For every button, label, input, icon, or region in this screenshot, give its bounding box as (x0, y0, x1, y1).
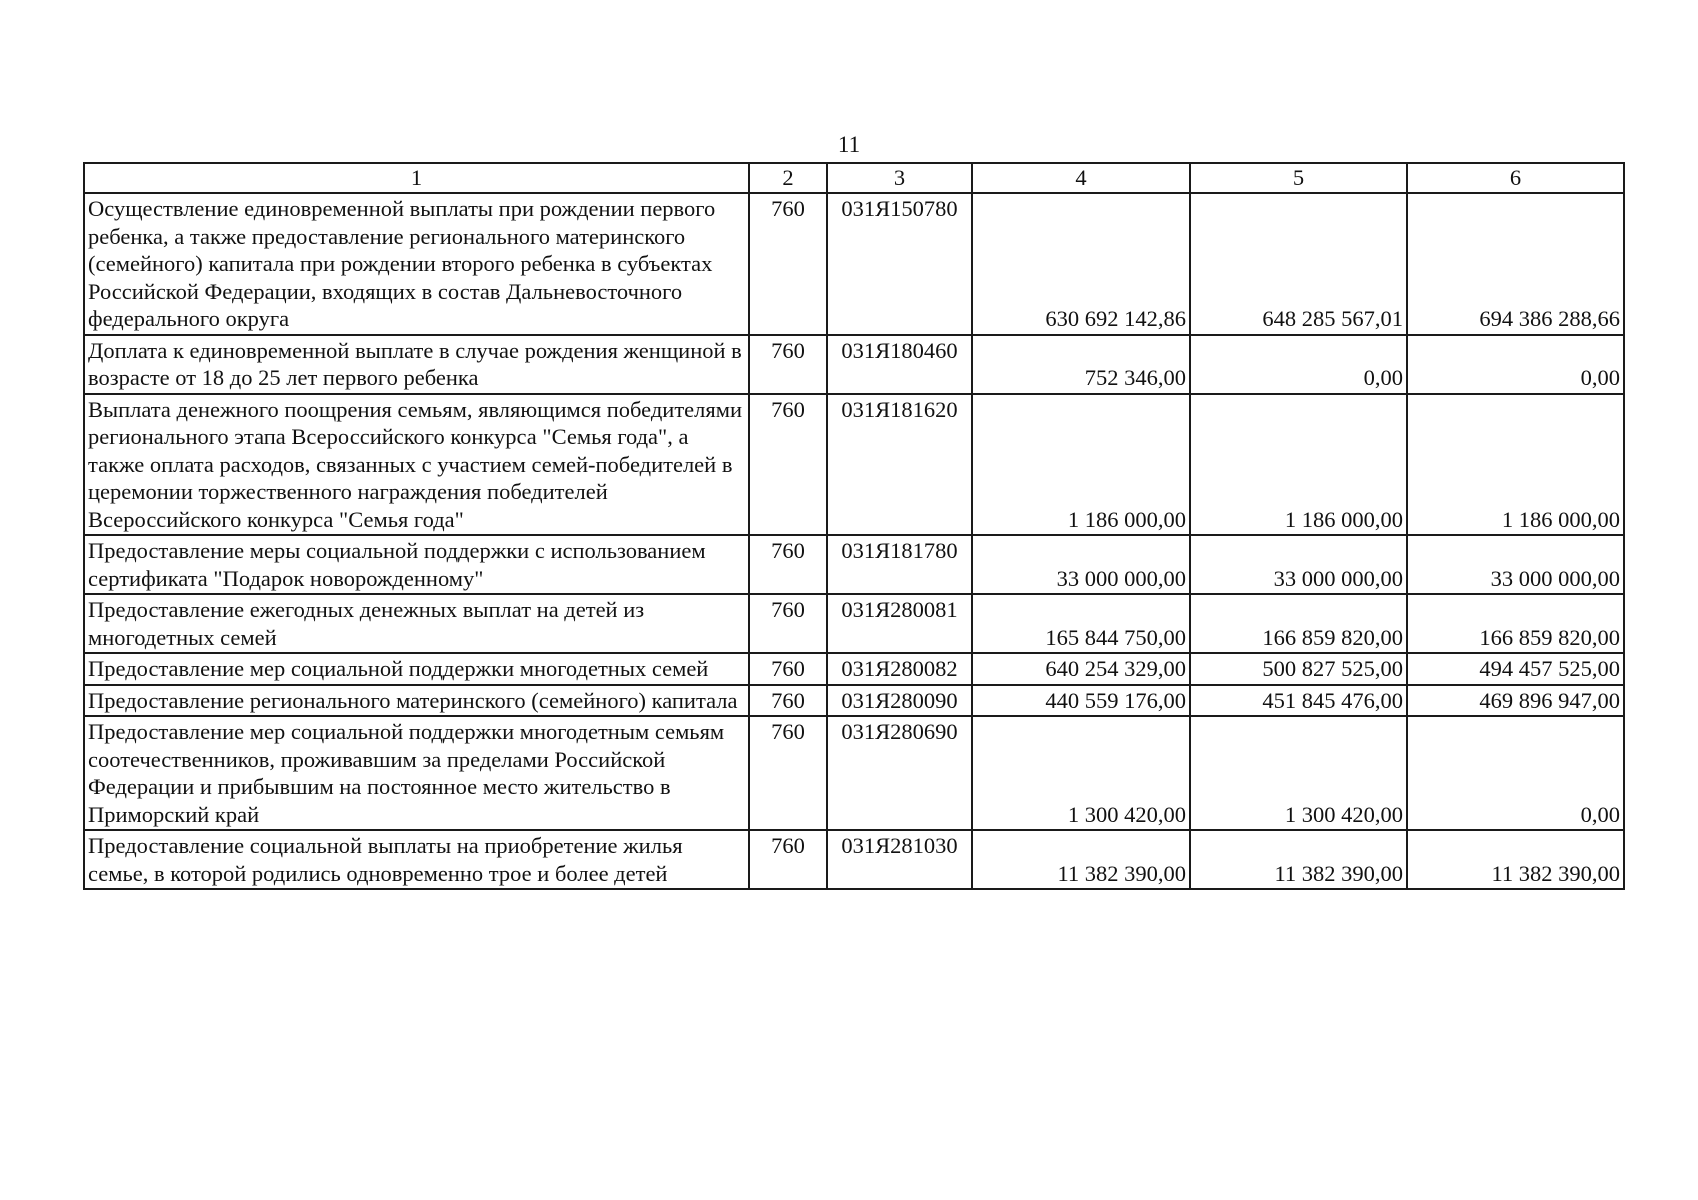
column-header: 2 (749, 163, 827, 193)
row-value-col4: 165 844 750,00 (972, 594, 1190, 653)
row-value-col6: 11 382 390,00 (1407, 830, 1624, 889)
column-header: 1 (84, 163, 749, 193)
table-row (84, 716, 1624, 830)
row-name-cell: Предоставление ежегодных денежных выплат на детей из многодетных семей (84, 594, 749, 653)
table-row (84, 535, 1624, 594)
row-csr-cell: 031Я280090 (827, 685, 972, 717)
row-value-col4: 1 300 420,00 (972, 716, 1190, 830)
row-code-cell: 760 (749, 653, 827, 685)
row-code-cell: 760 (749, 535, 827, 594)
column-header: 5 (1190, 163, 1407, 193)
row-value-col4: 11 382 390,00 (972, 830, 1190, 889)
row-code-cell: 760 (749, 830, 827, 889)
row-value-col5: 33 000 000,00 (1190, 535, 1407, 594)
row-value-col4: 630 692 142,86 (972, 193, 1190, 335)
budget-table (83, 162, 1625, 890)
column-header: 3 (827, 163, 972, 193)
row-code-cell: 760 (749, 394, 827, 536)
row-value-col4: 440 559 176,00 (972, 685, 1190, 717)
row-value-col4: 33 000 000,00 (972, 535, 1190, 594)
row-code-cell: 760 (749, 594, 827, 653)
row-value-col5: 1 186 000,00 (1190, 394, 1407, 536)
row-code-cell: 760 (749, 335, 827, 394)
row-name-cell: Доплата к единовременной выплате в случае рождения женщиной в возрасте от 18 до 25 лет первого ребенка (84, 335, 749, 394)
row-name-cell: Предоставление регионального материнского (семейного) капитала (84, 685, 749, 717)
row-name-cell: Выплата денежного поощрения семьям, являющимся победителями регионального этапа Всероссийского конкурса "Семья года", а также оплата расходов, связанных с участием семей-победителей в церемонии торжественного награждения победителей Всероссийского конкурса "Семья года" (84, 394, 749, 536)
row-value-col5: 648 285 567,01 (1190, 193, 1407, 335)
row-csr-cell: 031Я180460 (827, 335, 972, 394)
row-code-cell: 760 (749, 716, 827, 830)
row-value-col6: 469 896 947,00 (1407, 685, 1624, 717)
row-name-cell: Предоставление мер социальной поддержки многодетных семей (84, 653, 749, 685)
row-value-col5: 166 859 820,00 (1190, 594, 1407, 653)
row-value-col5: 0,00 (1190, 335, 1407, 394)
row-value-col5: 11 382 390,00 (1190, 830, 1407, 889)
table-row (84, 193, 1624, 335)
row-value-col4: 752 346,00 (972, 335, 1190, 394)
row-csr-cell: 031Я280082 (827, 653, 972, 685)
row-value-col5: 1 300 420,00 (1190, 716, 1407, 830)
column-header: 4 (972, 163, 1190, 193)
row-value-col6: 0,00 (1407, 716, 1624, 830)
table-header-row (84, 163, 1624, 193)
row-csr-cell: 031Я150780 (827, 193, 972, 335)
row-value-col6: 1 186 000,00 (1407, 394, 1624, 536)
row-value-col6: 0,00 (1407, 335, 1624, 394)
row-name-cell: Предоставление мер социальной поддержки многодетным семьям соотечественников, проживавшим за пределами Российской Федерации и прибывшим на постоянное место жительство в Приморский край (84, 716, 749, 830)
table-row (84, 594, 1624, 653)
table-row (84, 830, 1624, 889)
row-value-col6: 694 386 288,66 (1407, 193, 1624, 335)
row-csr-cell: 031Я281030 (827, 830, 972, 889)
row-code-cell: 760 (749, 685, 827, 717)
row-value-col4: 640 254 329,00 (972, 653, 1190, 685)
row-name-cell: Осуществление единовременной выплаты при рождении первого ребенка, а также предоставление регионального материнского (семейного) капитала при рождении второго ребенка в субъектах Российской Федерации, входящих в состав Дальневосточного федерального округа (84, 193, 749, 335)
column-header: 6 (1407, 163, 1624, 193)
row-code-cell: 760 (749, 193, 827, 335)
row-csr-cell: 031Я181780 (827, 535, 972, 594)
row-value-col6: 166 859 820,00 (1407, 594, 1624, 653)
table-row (84, 335, 1624, 394)
row-name-cell: Предоставление социальной выплаты на приобретение жилья семье, в которой родились одновременно трое и более детей (84, 830, 749, 889)
row-value-col5: 500 827 525,00 (1190, 653, 1407, 685)
row-csr-cell: 031Я280081 (827, 594, 972, 653)
table-row (84, 394, 1624, 536)
row-value-col5: 451 845 476,00 (1190, 685, 1407, 717)
table-row (84, 685, 1624, 717)
row-value-col6: 494 457 525,00 (1407, 653, 1624, 685)
row-value-col4: 1 186 000,00 (972, 394, 1190, 536)
row-value-col6: 33 000 000,00 (1407, 535, 1624, 594)
page-number: 11 (837, 132, 861, 157)
row-csr-cell: 031Я280690 (827, 716, 972, 830)
row-name-cell: Предоставление меры социальной поддержки с использованием сертификата "Подарок новорожденному" (84, 535, 749, 594)
row-csr-cell: 031Я181620 (827, 394, 972, 536)
table-row (84, 653, 1624, 685)
